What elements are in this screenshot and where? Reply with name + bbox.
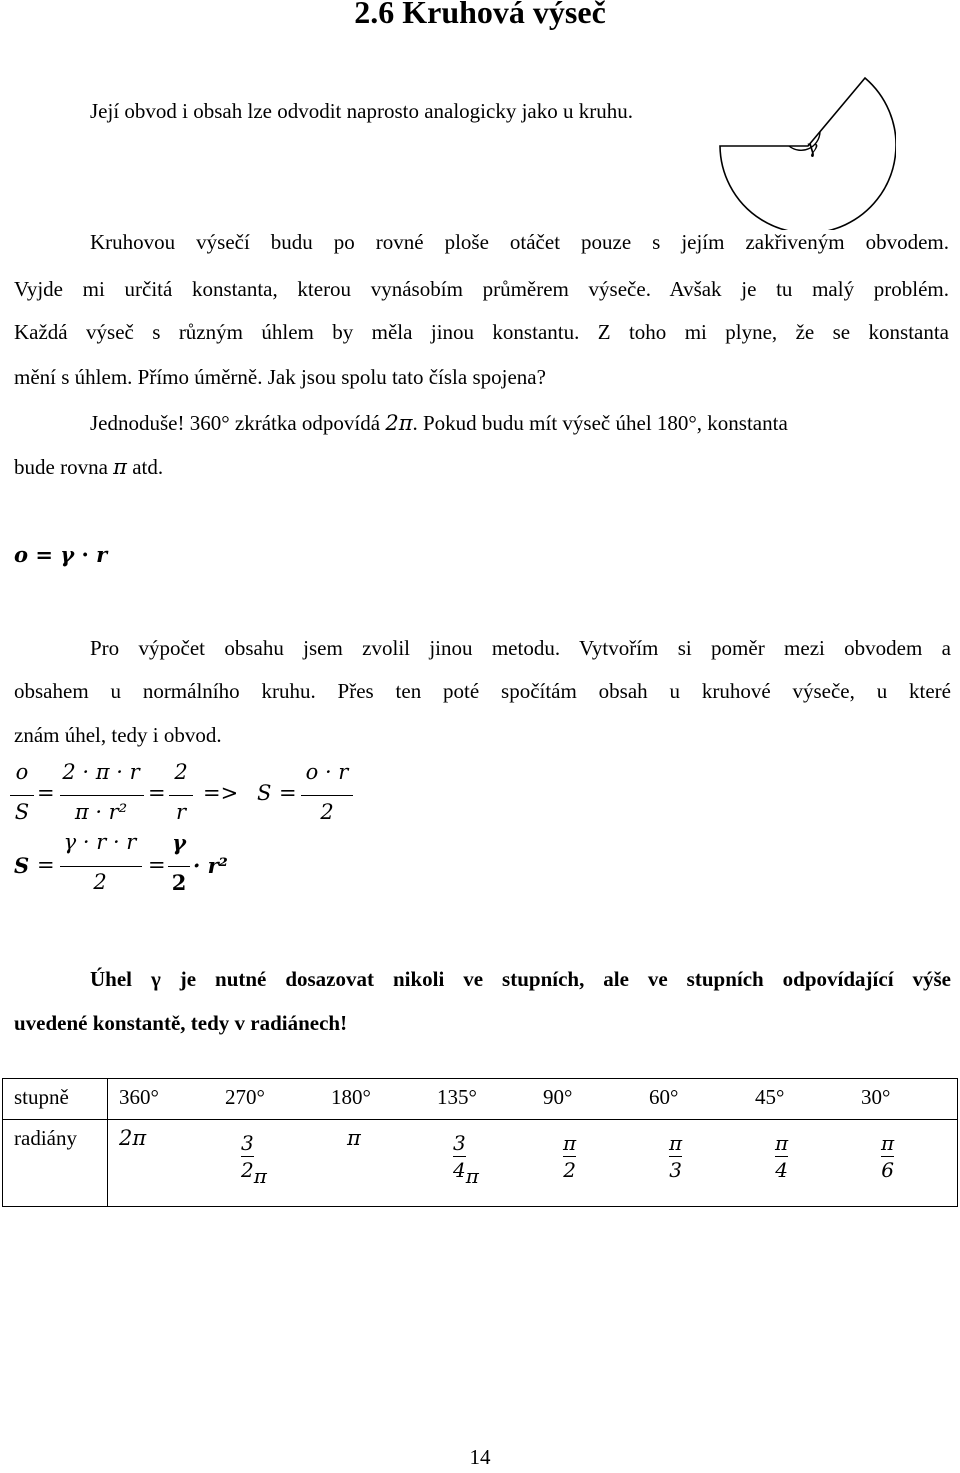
dot-operator: · [81,542,89,567]
table-cell: 45° [744,1079,850,1120]
fraction-numerator: π [669,1131,683,1155]
paragraph-line: znám úhel, tedy i obvod. [14,723,222,747]
fraction-denominator: 2 [171,870,187,895]
radian-fraction [775,1130,788,1183]
symbol-S: S [257,781,272,805]
conversion-table [2,1078,958,1207]
table-cell [744,1120,850,1207]
equals-sign: = [37,853,55,877]
radian-suffix: π [253,1164,267,1188]
fraction-denominator: 4 [453,1158,466,1182]
table-cell [426,1120,532,1207]
fraction-bar [169,795,193,796]
fraction-numerator: γ · r · r [63,830,137,854]
table-cell [850,1120,958,1207]
paragraph-line: Každá výseč s různým úhlem by měla jinou konstantu. Z toho mi plyne, že se konstanta [14,320,949,344]
paragraph-line: Vyjde mi určitá konstanta, kterou vynásobím průměrem výseče. Avšak je tu malý problém. [14,277,949,301]
table-cell [638,1120,744,1207]
table-cell [108,1120,215,1207]
fraction-denominator: 4 [775,1158,788,1182]
symbol-r: r [96,542,108,567]
table-cell: 270° [214,1079,320,1120]
text-fragment: . Pokud budu mít výseč úhel 180°, konstanta [412,411,788,435]
fraction-denominator: 6 [881,1158,894,1182]
fraction-denominator: π · r² [74,800,128,824]
symbol-gamma: γ [60,542,75,567]
fraction-bar [10,795,34,796]
fraction-numerator: π [563,1131,577,1155]
page-title: 2.6 Kruhová výseč [354,0,606,30]
math-pi: π [113,455,127,479]
table-cell: 60° [638,1079,744,1120]
fraction-denominator: 2 [93,870,107,894]
radian-fraction [563,1130,576,1183]
math-2pi: 2π [385,411,413,435]
paragraph-line [90,402,951,444]
perimeter-formula [14,542,107,567]
text-fragment: Jednoduše! 360° zkrátka odpovídá [90,411,381,435]
fraction-numerator: 2 [174,760,188,784]
radian-fraction [241,1130,254,1183]
paragraph-line [14,446,163,488]
fraction-bar [60,795,144,796]
angle-gamma-label: γ [807,136,819,158]
table-row-degrees [3,1079,958,1120]
implies-arrow: => [203,781,239,805]
table-row-radians [3,1120,958,1207]
equals-sign: = [37,781,55,805]
radian-fraction [669,1130,682,1183]
fraction-denominator: 2 [320,800,334,824]
table-cell: 360° [108,1079,215,1120]
table-cell: 180° [320,1079,426,1120]
equals-sign: = [148,781,166,805]
fraction-numerator: π [775,1131,789,1155]
table-cell [320,1120,426,1207]
radian-value: π [347,1126,361,1150]
radian-suffix: π [465,1164,479,1188]
fraction-denominator: S [14,800,30,824]
radian-fraction [453,1130,466,1183]
equals-sign: = [279,781,297,805]
note-line: uvedené konstantě, tedy v radiánech! [14,1011,348,1035]
fraction-numerator: γ [172,830,186,855]
table-cell [532,1120,638,1207]
fraction-denominator: 2 [241,1158,254,1182]
table-cell [214,1120,320,1207]
table-cell: 30° [850,1079,958,1120]
fraction-denominator: 2 [563,1158,576,1182]
symbol-o: o [14,542,29,567]
sector-figure [716,70,896,230]
text-fragment: bude rovna [14,455,108,479]
row-label: radiány [3,1120,108,1207]
note-line: Úhel γ je nutné dosazovat nikoli ve stupních, ale ve stupních odpovídající výše [90,967,951,991]
fraction-numerator: 3 [453,1131,466,1155]
equals-sign: = [148,853,166,877]
paragraph-line: mění s úhlem. Přímo úměrně. Jak jsou spolu tato čísla spojena? [14,365,546,389]
paragraph-line: obsahem u normálního kruhu. Přes ten poté spočítám obsah u kruhové výseče, u které [14,679,951,703]
paragraph-line: Pro výpočet obsahu jsem zvolil jinou metodu. Vytvořím si poměr mezi obvodem a [90,636,951,660]
radian-value: 2π [119,1126,147,1150]
table-cell: 135° [426,1079,532,1120]
paragraph-line: Kruhovou výsečí budu po rovné ploše otáčet pouze s jejím zakřiveným obvodem. [90,230,949,254]
page-number: 14 [469,1445,491,1469]
fraction-numerator: o [15,760,29,784]
equals-sign: = [35,542,53,567]
fraction-numerator: o · r [305,760,349,784]
row-label: stupně [3,1079,108,1120]
fraction-numerator: 3 [241,1131,254,1155]
fraction-bar [60,866,142,867]
intro-paragraph: Její obvod i obsah lze odvodit naprosto analogicky jako u kruhu. [90,99,633,123]
fraction-denominator: r [175,800,187,824]
symbol-S: S [14,853,30,878]
radian-fraction [881,1130,894,1183]
fraction-numerator: 2 · π · r [62,760,140,784]
fraction-denominator: 3 [669,1158,682,1182]
area-tail: · r² [193,853,228,878]
table-cell: 90° [532,1079,638,1120]
fraction-numerator: π [881,1131,895,1155]
fraction-bar [168,866,190,867]
fraction-bar [301,795,353,796]
text-fragment: atd. [132,455,164,479]
